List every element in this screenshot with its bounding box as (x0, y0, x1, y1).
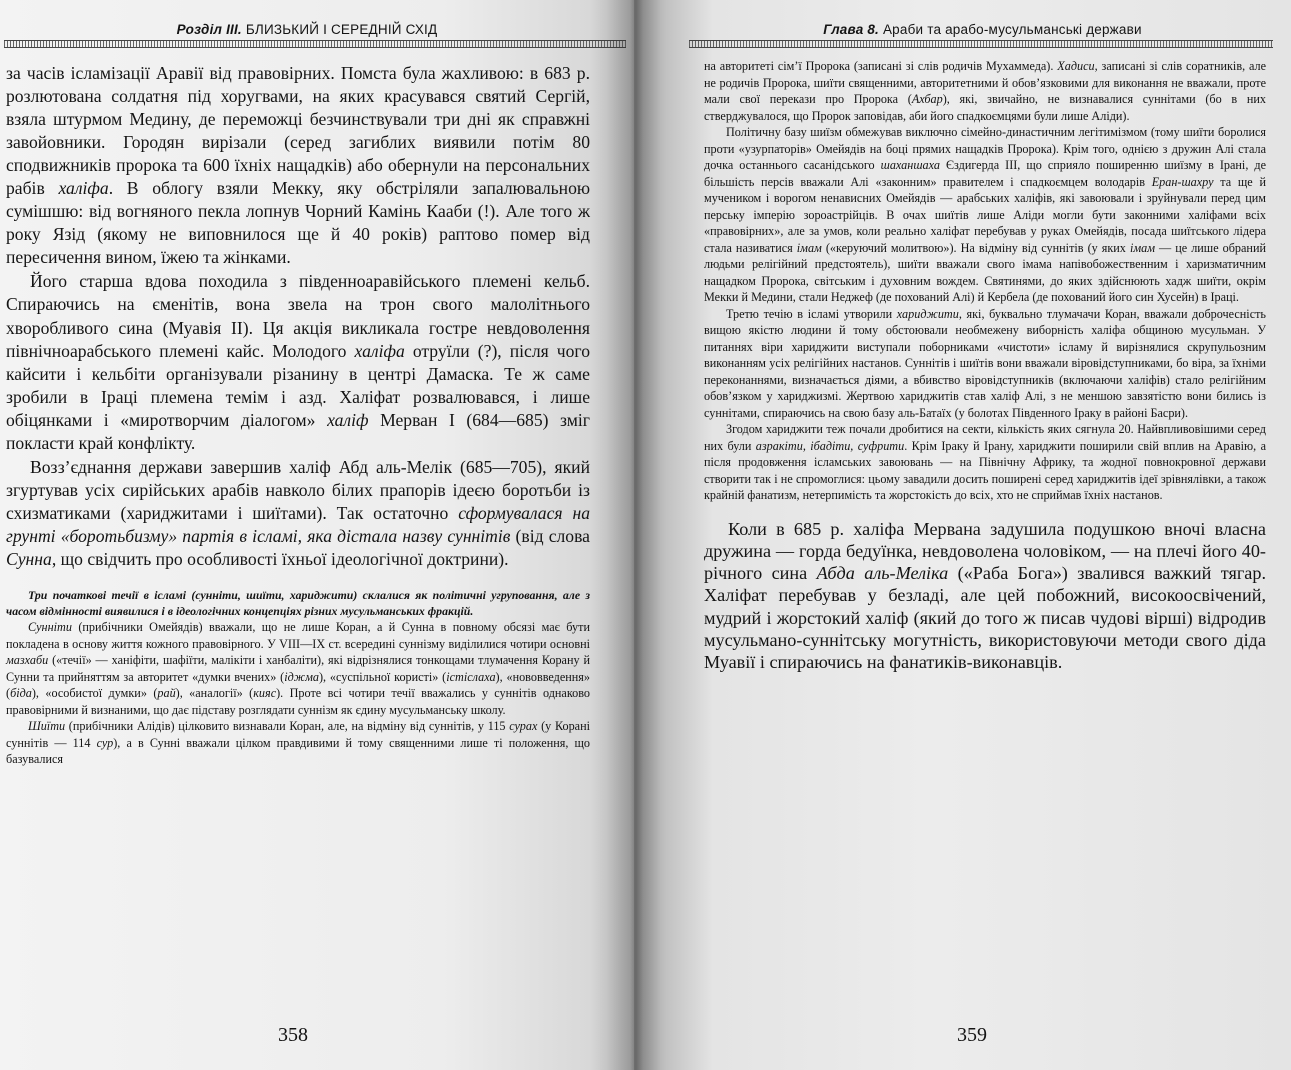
running-header-right (694, 22, 1271, 37)
paragraph: за часів ісламізації Аравії від правовірних. Помста була жахливою: в 683 р. розлютована солдатня під хоругвами, на яких красувався святий Сергій, взяла штурмом Медину, де переможці безчинствували три дні як справжні завойовники. Городян вирізали (серед загиблих виявили потім 80 сподвижників пророка та 600 їхніх нащадків) або обернули на персональних рабів халіфа. В облогу взяли Мекку, яку обстріляли запалювальною сумішшю: від вогняного пекла лопнув Чорний Камінь Кааби (!). Але того ж року Язід (якому не виповнилося ще й 40 років) раптово помер від пересичення вином, їжею та жінками. (6, 63, 591, 268)
right-page-body (704, 58, 1266, 674)
paragraph: Його старша вдова походила з південноаравійського племені кельб. Спираючись на єменітів, вона звела на трон свого малолітнього хворобливого сина (Муавія II). Ця акція викликала гостре невдоволення північноарабського племені кайс. Молодого халіфа отруїли (?), після чого кайсити і кельбіти організували різанину в центрі Дамаска. Те ж саме зробили в Іраці племена темім і азд. Халіфат розвалювався, і лише обіцянками і «миротворчим діалогом» халіф Мерван I (684—685) зміг покласти край конфлікту. (6, 271, 591, 453)
header-chapter-label: Розділ III. (176, 22, 242, 37)
page-number: 358 (278, 1024, 308, 1046)
header-rule (689, 40, 1273, 48)
paragraph: Політичну базу шиїзм обмежував виключно сімейно-династичним легітимізмом (тому шиїти боролися проти «узурпаторів» Омейядів на боці прямих нащадків Пророка). Крім того, однією з дружин Алі стала дочка останнього сасанідського шаханшаха Єздигерда III, що сприяло поширенню шиїзму в Ірані, де більшість персів вважали Алі «законним» правителем і спадкоємцем володарів Еран-шахру та ще й мучеником і ворогом ненависних Омейядів — арабських халіфів, які завоювали і зруйнували перед цим перську імперію зороастрійців. В очах шиїтів лише Аліди могли бути законними халіфами всіх «правовірних», але за умов, коли реально халіфат перебував у руках Омейядів, посада шиїтського лідера стала називатися імам («керуючий молитвою»). На відміну від суннітів (у яких імам — це лише обраний людьми релігійний предстоятель), шиїти вважали свого імама напівобожественним і харизматичним нащадком Пророка, світським і духовним вождем. Святинями, до яких здійснюють хадж шиїти, окрім Мекки й Медини, стали Неджеф (де похований Алі) й Кербела (де похований його син Хусейн) в Іраці. (704, 125, 1266, 304)
paragraph: Сунніти (прибічники Омейядів) вважали, що не лише Коран, а й Сунна в повному обсязі має бути покладена в основу життя кожного правовірного. У VIII—IX ст. всередині суннізму виділилися чотири основні мазхаби («течії» — ханіфіти, шафіїти, малікіти і ханбаліти), які відрізнялися тонкощами тлумачення Корану й Сунни та прийняттям за авторитет «думки вчених» (іджма), «суспільної користі» (істіслаха), «нововведення» (біда), «особистої думки» (рай), «аналогії» (кияс). Проте всі чотири течії вважались у суннітів однаково правовірними й визнаними, що дає підставу розглядати суннізм як єдину мусульманську школу. (6, 620, 590, 717)
paragraph: Три початкові течії в ісламі (сунніти, шиїти, хариджити) склалися як політичні угруповання, але з часом відмінності виявилися і в ідеологічних концепціях різних мусульманських фракцій. (6, 588, 590, 619)
page-number: 359 (957, 1024, 987, 1046)
small-print-section (6, 587, 590, 768)
paragraph: Третю течію в ісламі утворили хариджити, які, буквально тлумачачи Коран, вважали доброчесність вищою якістю людини й тому обстоювали необмежену виборність халіфа общиною мусульман. У питаннях віри хариджити виступали поборниками «чистоти» ісламу й вирізнялися скрупульозним виконанням усіх релігійних настанов. Суннітів і шиїтів вони вважали віровідступниками, бо віра, за їхніми переконаннями, визначається діями, а вбивство віровідступників (включаючи халіфів) стало релігійним обов’язком у хариджизмі. Жертвою хариджитів став халіф Алі, з не меншою завзятістю вони бились із суннітами, спираючись на свою базу аль-Батаїх (у болотах Південного Іраку в районі Басри). (704, 306, 1266, 420)
header-chapter-label: Глава 8. (823, 22, 880, 37)
header-title: БЛИЗЬКИЙ І СЕРЕДНІЙ СХІД (241, 22, 438, 37)
paragraph: Коли в 685 р. халіфа Мервана задушила подушкою вночі власна дружина — горда бедуїнка, невдоволена чоловіком, — на плечі його 40-річного сина Абда аль-Меліка («Раба Бога») звалився важкий тягар. Халіфат перебував у безладі, але цей побожний, високоосвічений, мудрий і жорстокий халіф (який до того ж писав чудові вірші) відродив мусульмано-суннітську могутність, використовуючи методи свого діда Муавії і спираючись на фанатиків-виконавців. (704, 518, 1266, 673)
header-title: Араби та арабо-мусульманські держави (879, 22, 1142, 37)
header-rule (4, 40, 626, 48)
paragraph: Шиїти (прибічники Алідів) цілковито визнавали Коран, але, на відміну від суннітів, у 115 сурах (у Корані суннітів — 114 сур), а в Сунні вважали цілком правдивими й тому священними лише ті положення, що базувалися (6, 719, 590, 767)
paragraph: Згодом хариджити теж почали дробитися на секти, кількість яких сягнула 20. Найвпливовішими серед них були азракіти, ібадіти, суфрити. Крім Іраку й Ірану, хариджити поширили свій вплив на Аравію, а після продовження ісламських завоювань — на Північну Африку, та жодної повнокровної держави створити так і не спромоглися: цьому завадили досить поширені серед хариджитів ідеї зрівнялівки, а також крайній фанатизм, нетерпимість та жорстокість до всіх, хто не сприймав їхніх настанов. (704, 422, 1266, 502)
main-text (6, 62, 590, 571)
left-page (0, 0, 634, 1070)
paragraph: на авторитеті сім’ї Пророка (записані зі слів родичів Мухаммеда). Хадиси, записані зі слів соратників, але не родичів Пророка, шиїти священними, авторитетними й обов’язковими для виконання не вважали, проте мали свої перекази про Пророка (Ахбар), які, звичайно, не визнавалися суннітами (бо в них стверджувалося, що Пророк заповідав, аби його спадкоємцями були лише Аліди). (704, 59, 1267, 123)
paragraph: Возз’єднання держави завершив халіф Абд аль-Мелік (685—705), який згуртував усіх сирійських арабів навколо білих прапорів ідеєю боротьби із схизматиками (хариджитами і шиїтами). Так остаточно сформувалася на грунті «боротьбизму» партія в ісламі, яка дістала назву суннітів (від слова Сунна, що свідчить про особливості їхньої ідеологічної доктрини). (6, 456, 590, 569)
running-header-left (10, 22, 604, 37)
left-page-body (6, 62, 590, 768)
right-page (634, 0, 1291, 1070)
